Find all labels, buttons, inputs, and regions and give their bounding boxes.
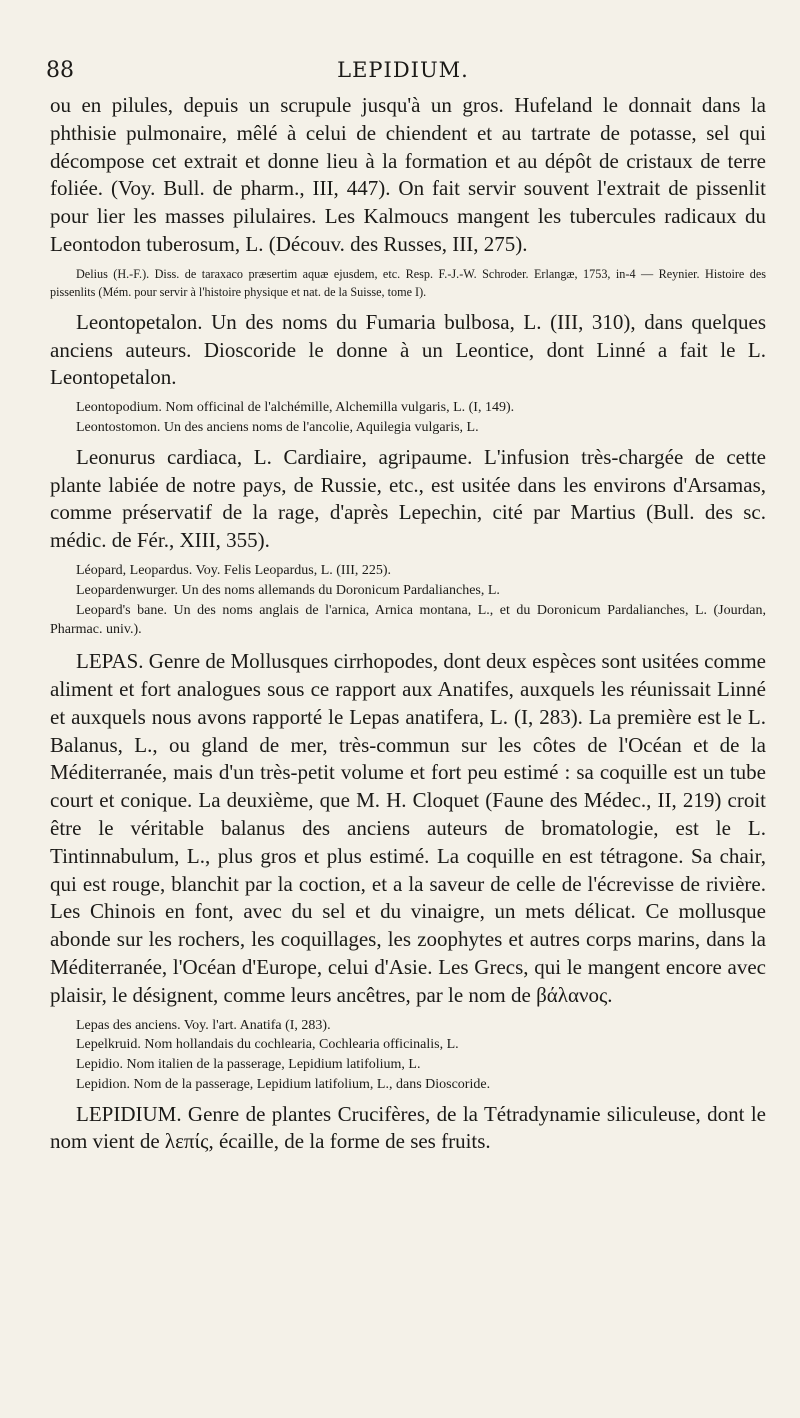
- entry-leopard: Léopard, Leopardus. Voy. Felis Leopardus, L. (III, 225).: [76, 562, 392, 578]
- entry-leontopodium: Leontopodium. Nom officinal de l'alchémille, Alchemilla vulgaris, L. (I, 149).: [76, 400, 515, 416]
- entry-lepidion: Lepidion. Nom de la passerage, Lepidium latifolium, L., dans Dioscoride.: [76, 1076, 491, 1092]
- bibliography-pissenlit: Delius (H.-F.). Diss. de taraxaco præsertim aquæ ejusdem, etc. Resp. F.-J.-W. Schroder. Erlangæ, 1753, in-4 — Reynier. Histoire des pissenlits (Mém. pour servir à l'histoire physique et nat. de la Suisse, tome I).: [50, 266, 766, 299]
- entry-leopards-bane: Leopard's bane. Un des noms anglais de l'arnica, Arnica montana, L., et du Doronicum Pardalianches, L. (Jourdan, Pharmac. univ.).: [50, 602, 766, 638]
- entry-leonurus: Leonurus cardiaca, L. Cardiaire, agripaume. L'infusion très-chargée de cette plante labiée de notre pays, de Russie, etc., est usitée dans les environs d'Arsamas, comme préservatif de la rage, d'après Lepechin, cité par Martius (Bull. des sc. médic. de Fér., XIII, 355).: [50, 444, 766, 553]
- entry-lepidium: LEPIDIUM. Genre de plantes Crucifères, de la Tétradynamie siliculeuse, dont le nom vient de λεπίς, écaille, de la forme de ses fruits.: [50, 1101, 766, 1154]
- page-header: [46, 58, 760, 94]
- entry-lepidio: Lepidio. Nom italien de la passerage, Lepidium latifolium, L.: [76, 1057, 421, 1073]
- entry-lepelkruid: Lepelkruid. Nom hollandais du cochlearia, Cochlearia officinalis, L.: [76, 1037, 459, 1053]
- page-number: 88: [46, 58, 74, 83]
- entry-lepas: LEPAS. Genre de Mollusques cirrhopodes, dont deux espèces sont usitées comme aliment et fort analogues sous ce rapport aux Anatifes, auxquels les réunissait Linné et auxquels nous avons rapporté le Lepas anatifera, L. (I, 283). La première est le L. Balanus, L., ou gland de mer, très-commun sur les côtes de l'Océan et de la Méditerranée, mais d'un très-petit volume et fort peu estimé : sa coquille est un tube court et conique. La deuxième, que M. H. Cloquet (Faune des Médec., II, 219) croit être le véritable balanus des anciens auteurs de bromatologie, est le L. Tintinnabulum, L., plus gros et plus estimé. La coquille en est tétragone. Sa chair, qui est rouge, blanchit par la coction, et a la saveur de celle de l'écrevisse de rivière. Les Chinois en font, avec du sel et du vinaigre, un mets délicat. Ce mollusque abonde sur les rochers, les coquillages, les zoophytes et autres corps marins, dans la Méditerranée, l'Océan d'Europe, celui d'Asie. Les Grecs, qui le mangent encore avec plaisir, le désignent, comme leurs ancêtres, par le nom de βάλανος.: [50, 649, 766, 1007]
- page-body: [50, 92, 766, 1156]
- entry-leontostomon: Leontostomon. Un des anciens noms de l'ancolie, Aquilegia vulgaris, L.: [76, 419, 479, 435]
- entry-lepas-des-anciens: Lepas des anciens. Voy. l'art. Anatifa (I, 283).: [76, 1017, 331, 1033]
- entry-leopardenwurger: Leopardenwurger. Un des noms allemands du Doronicum Pardalianches, L.: [76, 582, 500, 598]
- running-title: LEPIDIUM.: [337, 58, 469, 82]
- paragraph-pissenlit-continued: ou en pilules, depuis un scrupule jusqu'à un gros. Hufeland le donnait dans la phthisie pulmonaire, mêlé à celui de chiendent et au tartrate de potasse, sel qui décompose cet extrait et donne lieu à la formation et au dépôt de cristaux de terre foliée. (Voy. Bull. de pharm., III, 447). On fait servir souvent l'extrait de pissenlit pour lier les masses pilulaires. Les Kalmoucs mangent les tubercules radicaux du Leontodon tuberosum, L. (Découv. des Russes, III, 275).: [50, 93, 766, 256]
- entry-leontopetalon: Leontopetalon. Un des noms du Fumaria bulbosa, L. (III, 310), dans quelques anciens auteurs. Dioscoride le donne à un Leontice, dont Linné a fait le L. Leontopetalon.: [50, 309, 766, 390]
